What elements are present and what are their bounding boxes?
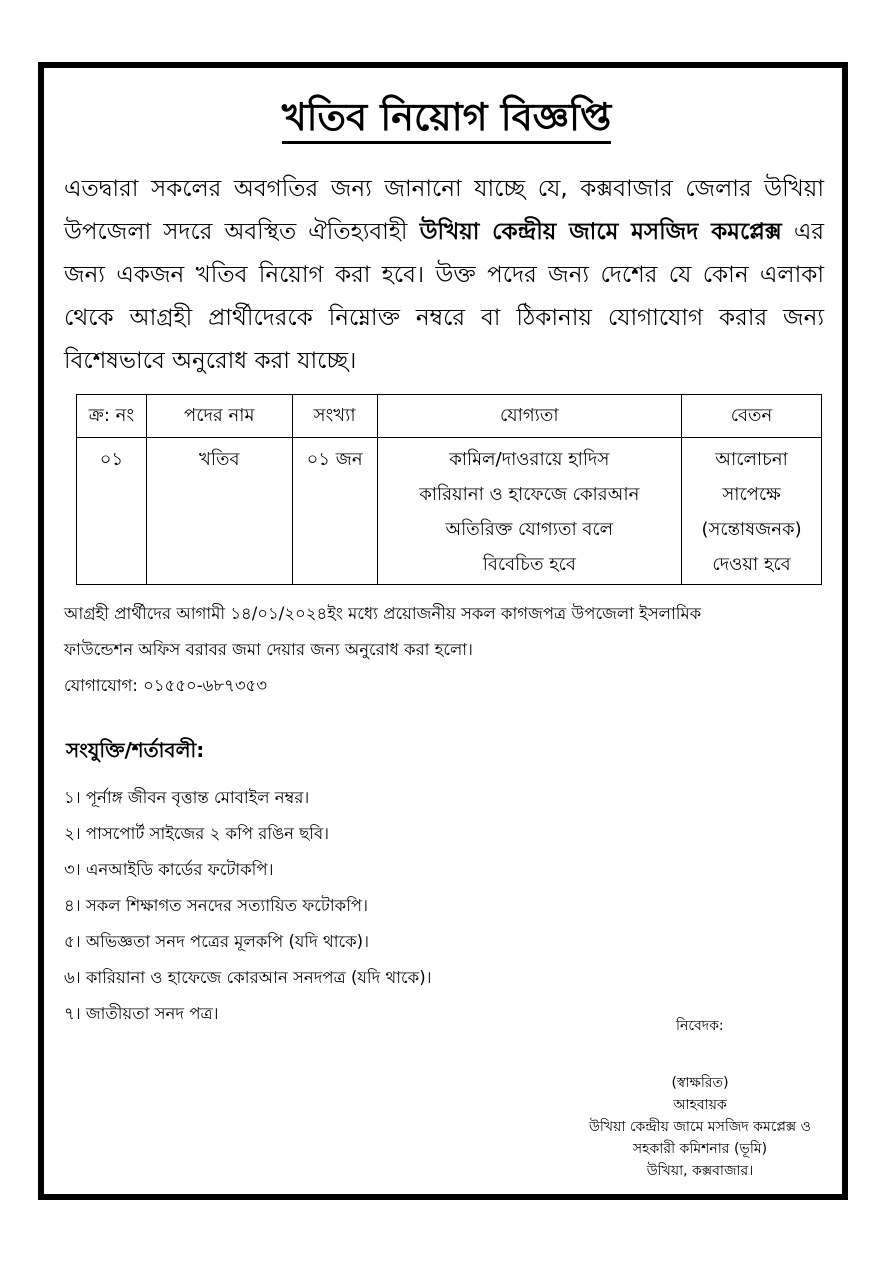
- list-item: ৩। এনআইডি কার্ডের ফটোকপি।: [64, 860, 274, 879]
- header-qualification: যোগ্যতা: [377, 395, 681, 438]
- list-item: ৬। কারিয়ানা ও হাফেজে কোরআন সনদপত্র (যদি থাকে)।: [64, 968, 432, 987]
- signature-block: [560, 1072, 840, 1182]
- qualification-line: বিবেচিত হবে: [482, 554, 576, 575]
- list-item: ৭। জাতীয়তা সনদ পত্র।: [64, 1004, 219, 1023]
- salary-line: আলোচনা: [715, 449, 788, 470]
- notice-title-text: খতিব নিয়োগ বিজ্ঞপ্তি: [282, 95, 612, 144]
- qualification-line: কারিয়ানা ও হাফেজে কোরআন: [419, 484, 640, 505]
- salary-line: (সন্তোষজনক): [701, 519, 802, 540]
- qualification-line: অতিরিক্ত যোগ্যতা বলে: [445, 519, 614, 540]
- cell-salary: [682, 438, 822, 585]
- header-count: সংখ্যা: [292, 395, 377, 438]
- cell-post: খতিব: [146, 438, 292, 585]
- notice-line-2: ফাউন্ডেশন অফিস বরাবর জমা দেয়ার জন্য অনুরোধ করা হলো।: [64, 640, 473, 659]
- table-row: [77, 438, 822, 585]
- intro-text-2: এর জন্য একজন খতিব নিয়োগ করা হবে। উক্ত পদের জন্য দেশের যে কোন এলাকা থেকে আগ্রহী প্রার্থীদেরকে নিম্নোক্ত নম্বরে বা ঠিকানায় যোগাযোগ করার জন্য বিশেষভাবে অনুরোধ করা যাচ্ছে।: [64, 219, 825, 374]
- notice-title: [0, 88, 893, 152]
- signature-signed: (স্বাক্ষরিত): [671, 1075, 729, 1091]
- signature-label: নিবেদক:: [676, 1018, 724, 1034]
- salary-line: দেওয়া হবে: [712, 554, 791, 575]
- list-item: ৪। সকল শিক্ষাগত সনদের সত্যায়িত ফটোকপি।: [64, 896, 369, 915]
- salary-line: সাপেক্ষে: [722, 484, 781, 505]
- signature-place: উখিয়া, কক্সবাজার।: [646, 1163, 754, 1179]
- cell-serial: ০১: [77, 438, 147, 585]
- conditions-heading: সংযুক্তি/শর্তাবলী:: [66, 738, 205, 762]
- notice-line-1: আগ্রহী প্রার্থীদের আগামী ১৪/০১/২০২৪ইং মধ্যে প্রয়োজনীয় সকল কাগজপত্র উপজেলা ইসলামিক: [64, 604, 702, 623]
- intro-text-1: এতদ্বারা সকলের অবগতির জন্য জানানো যাচ্ছে যে, কক্সবাজার জেলার উখিয়া উপজেলা সদরে অবস্থিত ঐতিহ্যবাহী: [64, 176, 824, 245]
- list-item: ৫। অভিজ্ঞতা সনদ পত্রের মূলকপি (যদি থাকে)।: [64, 932, 370, 951]
- intro-mosque-name: উখিয়া কেন্দ্রীয় জামে মসজিদ কমপ্লেক্স: [419, 219, 782, 245]
- signature-role: আহবায়ক: [673, 1097, 727, 1113]
- cell-qualification: [377, 438, 681, 585]
- table-header-row: [77, 395, 822, 438]
- conditions-list: [64, 786, 432, 1038]
- qualification-line: কামিল/দাওরায়ে হাদিস: [449, 449, 610, 470]
- contact-line: যোগাযোগ: ০১৫৫০-৬৮৭৩৫৩: [64, 676, 267, 695]
- intro-paragraph: [64, 168, 824, 383]
- list-item: ১। পূর্নাঙ্গ জীবন বৃত্তান্ত মোবাইল নম্বর।: [64, 788, 310, 807]
- signature-officer: সহকারী কমিশনার (ভূমি): [632, 1141, 768, 1157]
- header-serial: ক্র: নং: [77, 395, 147, 438]
- signature-org: উখিয়া কেন্দ্রীয় জামে মসজিদ কমপ্লেক্স ও: [589, 1119, 811, 1135]
- header-salary: বেতন: [682, 395, 822, 438]
- requirements-table: [76, 394, 822, 585]
- list-item: ২। পাসপোর্ট সাইজের ২ কপি রঙিন ছবি।: [64, 824, 330, 843]
- cell-count: ০১ জন: [292, 438, 377, 585]
- header-post: পদের নাম: [146, 395, 292, 438]
